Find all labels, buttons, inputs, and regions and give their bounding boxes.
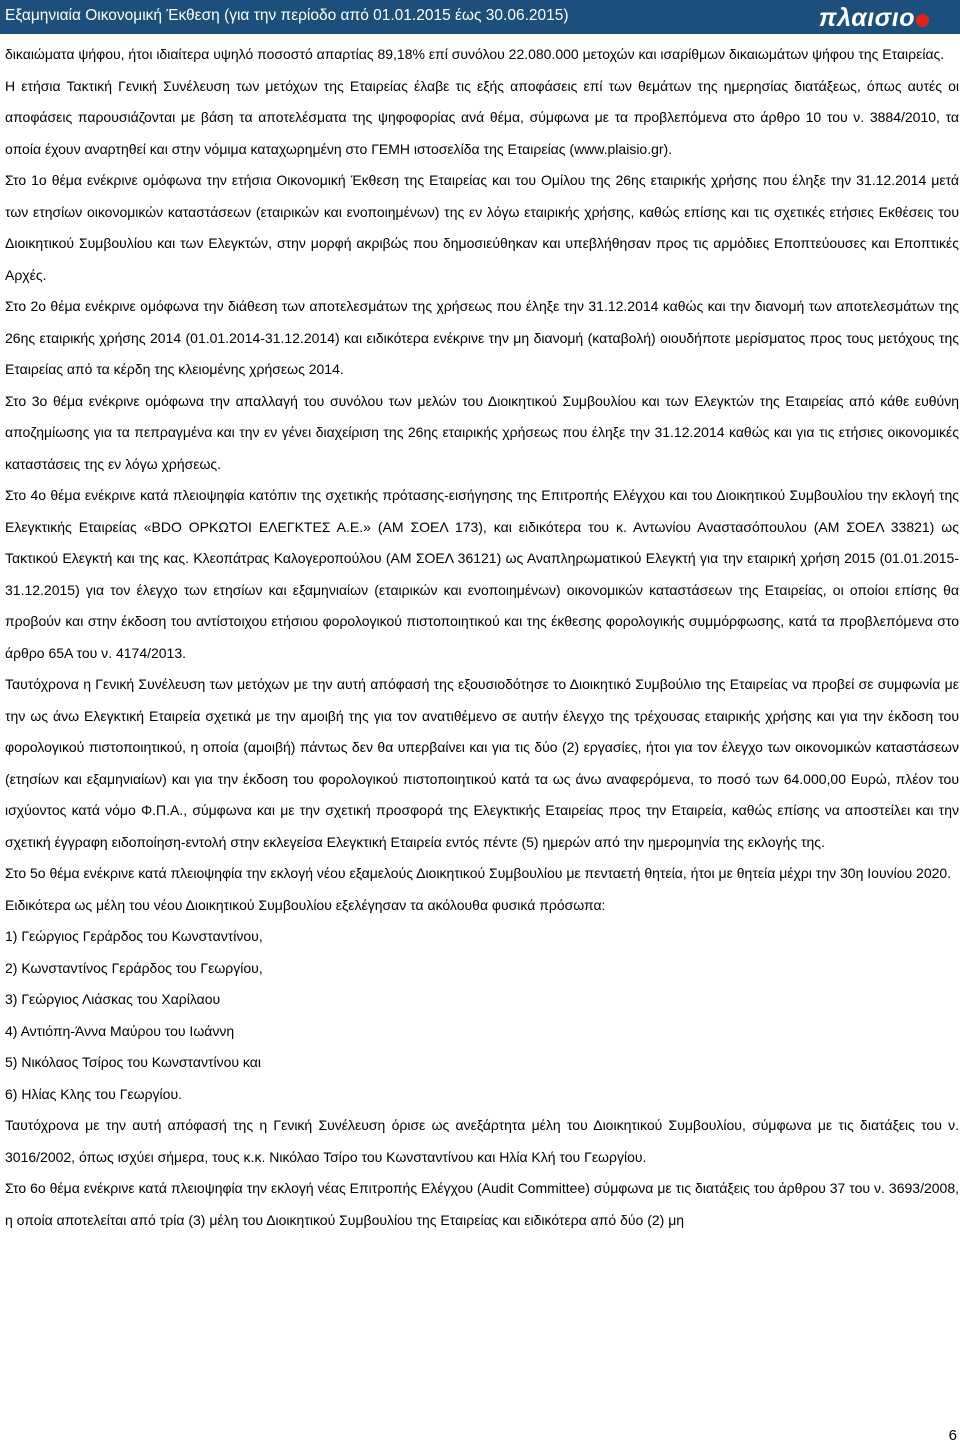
page-number: 6 [948,1427,957,1444]
list-item: 2) Κωνσταντίνος Γεράρδος του Γεωργίου, [5,959,263,976]
paragraph: Στο 4ο θέμα ενέκρινε κατά πλειοψηφία κατόπιν της σχετικής πρότασης-εισήγησης της Επιτροπής Ελέγχου και του Διοικητικού Συμβουλίου την εκλογή της Ελεγκτικής Εταιρείας «BDO ΟΡΚΩΤΟΙ ΕΛΕΓΚΤΕΣ Α.Ε.» (ΑΜ ΣΟΕΛ 173), και ειδικότερα του κ. Αντωνίου Αναστασόπουλου (ΑΜ ΣΟΕΛ 33821) ως Τακτικού Ελεγκτή και της κας. Κλεοπάτρας Καλογεροπούλου (ΑΜ ΣΟΕΛ 36121) ως Αναπληρωματικού Ελεγκτή για την εταιρική χρήση 2015 (01.01.2015-31.12.2015) για τον έλεγχο των ετησίων και εξαμηνιαίων (εταιρικών και ενοποιημένων) οικονομικών καταστάσεων της Εταιρείας, οι οποίοι επίσης θα προβούν και στην έκδοση του αντίστοιχου ετήσιου φορολογικού πιστοποιητικού και της έκθεσης φορολογικής συμμόρφωσης, κατά τα προβλεπόμενα στο άρθρο 65Α του ν. 4174/2013. [5,487,959,661]
paragraph: δικαιώματα ψήφου, ήτοι ιδιαίτερα υψηλό ποσοστό απαρτίας 89,18% επί συνόλου 22.080.000 μετοχών και ισαρίθμων δικαιωμάτων ψήφου της Εταιρείας. [5,46,945,62]
list-item: 3) Γεώργιος Λιάσκας του Χαρίλαου [5,991,221,1007]
paragraph: Στο 5ο θέμα ενέκρινε κατά πλειοψηφία την εκλογή νέου εξαμελούς Διοικητικού Συμβουλίου με πενταετή θητεία, ήτοι με θητεία μέχρι την 30η Ιουνίου 2020. [5,865,952,881]
header-title: Εξαμηνιαία Οικονομική Έκθεση (για την περίοδο από 01.01.2015 έως 30.06.2015) [5,7,569,24]
list-item: 1) Γεώργιος Γεράρδος του Κωνσταντίνου, [5,928,263,944]
logo-dot-icon [916,14,929,27]
logo-text: πλαισιο [818,4,915,32]
paragraph: Ταυτόχρονα με την αυτή απόφασή της η Γενική Συνέλευση όρισε ως ανεξάρτητα μέλη του Διοικητικού Συμβουλίου, σύμφωνα με τις διατάξεις του ν. 3016/2002, όπως ισχύει σήμερα, τους κ.κ. Νικόλαο Τσίρο του Κωνσταντίνου και Ηλία Κλή του Γεωργίου. [5,1117,959,1165]
paragraph: Στο 6ο θέμα ενέκρινε κατά πλειοψηφία την εκλογή νέας Επιτροπής Ελέγχου (Audit Committee) σύμφωνα με τις διατάξεις του άρθρου 37 του ν. 3693/2008, η οποία αποτελείται από τρία (3) μέλη του Διοικητικού Συμβουλίου της Εταιρείας και ειδικότερα από δύο (2) μη [5,1180,959,1228]
list-item: 5) Νικόλαος Τσίρος του Κωνσταντίνου και [5,1054,261,1070]
list-item: 4) Αντιόπη-Άννα Μαύρου του Ιωάννη [5,1022,235,1039]
plaisio-logo [819,5,929,31]
paragraph: Ταυτόχρονα η Γενική Συνέλευση των μετόχων με την αυτή απόφασή της εξουσιοδότησε το Διοικητικό Συμβούλιο της Εταιρείας να προβεί σε συμφωνία με την ως άνω Ελεγκτική Εταιρεία σχετικά με την αμοιβή της για τον ανατιθέμενο σε αυτήν έλεγχο της τρέχουσας εταιρικής χρήσης και για την έκδοση του φορολογικού πιστοποιητικού, η οποία (αμοιβή) πάντως δεν θα υπερβαίνει και για τις δύο (2) εργασίες, ήτοι για τον έλεγχο των οικονομικών καταστάσεων (ετησίων και εξαμηνιαίων) και για την έκδοση του φορολογικού πιστοποιητικού κατά τα ως άνω αναφερόμενα, το ποσό των 64.000,00 Ευρώ, πλέον του ισχύοντος κατά νόμο Φ.Π.Α., σύμφωνα και με την σχετική προσφορά της Ελεγκτικής Εταιρείας προς την Εταιρεία, καθώς επίσης να αποστείλει και την σχετική έγγραφη ειδοποίηση-εντολή στην εκλεγείσα Ελεγκτική Εταιρεία εντός πέντε (5) ημερών από την ημερομηνία της εκλογής της. [5,676,959,850]
paragraph: Στο 3ο θέμα ενέκρινε ομόφωνα την απαλλαγή του συνόλου των μελών του Διοικητικού Συμβουλίου και των Ελεγκτών της Εταιρείας από κάθε ευθύνη αποζημίωσης για τα πεπραγμένα και την εν γένει διαχείριση της 26ης εταιρικής χρήσεως που έληξε την 31.12.2014 καθώς και για τις ετήσιες οικονομικές καταστάσεις της εν λόγω χρήσεως. [5,392,959,472]
paragraph: Ειδικότερα ως μέλη του νέου Διοικητικού Συμβουλίου εξελέγησαν τα ακόλουθα φυσικά πρόσωπα: [5,896,606,913]
document-body [5,39,959,1236]
paragraph: Η ετήσια Τακτική Γενική Συνέλευση των μετόχων της Εταιρείας έλαβε τις εξής αποφάσεις επί των θεμάτων της ημερησίας διατάξεως, όπως αυτές οι αποφάσεις παρουσιάζονται με βάση τα αποτελέσματα της ψηφοφορίας ανά θέμα, σύμφωνα με τα προβλεπόμενα στο άρθρο 10 του ν. 3884/2010, τα οποία έχουν αναρτηθεί και στην νόμιμα καταχωρημένη στο ΓΕΜΗ ιστοσελίδα της Εταιρείας (www.plaisio.gr). [5,77,959,157]
list-item: 6) Ηλίας Κλης του Γεωργίου. [5,1085,183,1102]
paragraph: Στο 1ο θέμα ενέκρινε ομόφωνα την ετήσια Οικονομική Έκθεση της Εταιρείας και του Ομίλου της 26ης εταιρικής χρήσης που έληξε την 31.12.2014 μετά των ετησίων οικονομικών καταστάσεων (εταιρικών και ενοποιημένων) της εν λόγω εταιρικής χρήσης, καθώς επίσης και τις σχετικές ετήσιες Εκθέσεις του Διοικητικού Συμβουλίου και των Ελεγκτών, στην μορφή ακριβώς που δημοσιεύθηκαν και υπεβλήθησαν προς τις αρμόδιες Εποπτεύουσες και Εποπτικές Αρχές. [5,172,959,283]
paragraph: Στο 2ο θέμα ενέκρινε ομόφωνα την διάθεση των αποτελεσμάτων της χρήσεως που έληξε την 31.12.2014 καθώς και την διανομή των αποτελεσμάτων της 26ης εταιρικής χρήσης 2014 (01.01.2014-31.12.2014) και ειδικότερα ενέκρινε την μη διανομή (καταβολή) οιουδήποτε μερίσματος προς τους μετόχους της Εταιρείας από τα κέρδη της κλειομένης χρήσεως 2014. [5,298,959,377]
document-header [0,0,960,34]
